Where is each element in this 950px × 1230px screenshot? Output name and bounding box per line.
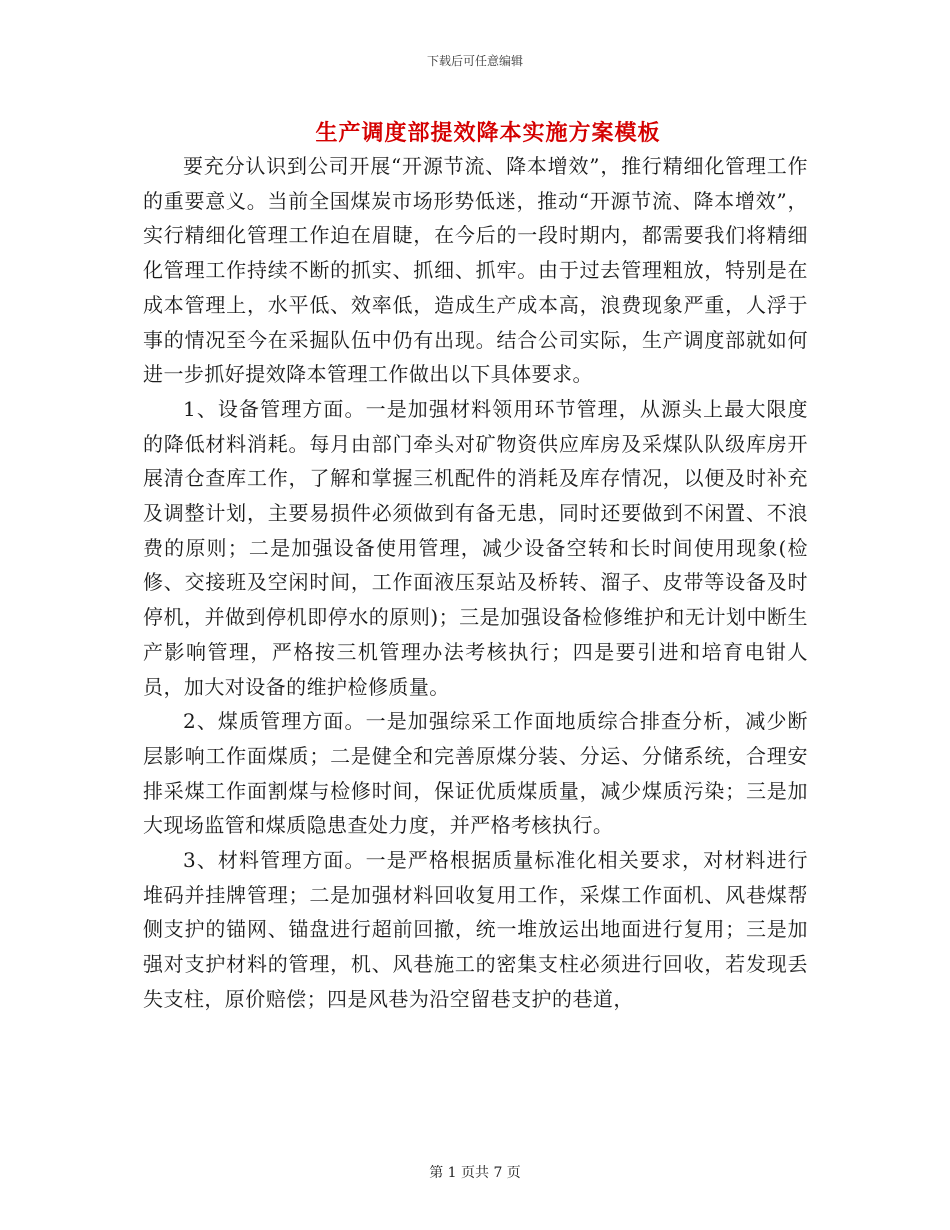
document-title: 生产调度部提效降本实施方案模板 <box>315 121 661 146</box>
paragraph-equipment: 1、设备管理方面。一是加强材料领用环节管理，从源头上最大限度的降低材料消耗。每月由部门牵头对矿物资供应库房及采煤队队级库房开展清仓查库工作，了解和掌握三机配件的消耗及库存情况，以便及时补充及调整计划，主要易损件必须做到有备无患，同时还要做到不闲置、不浪费的原则；二是加强设备使用管理，减少设备空转和长时间使用现象(检修、交接班及空闲时间，工作面液压泵站及桥转、溜子、皮带等设备及时停机，并做到停机即停水的原则)；三是加强设备检修维护和无计划中断生产影响管理，严格按三机管理办法考核执行；四是要引进和培育电钳人员，加大对设备的维护检修质量。 <box>143 396 808 699</box>
header-note: 下载后可任意编辑 <box>426 54 523 68</box>
paragraph-materials: 3、材料管理方面。一是严格根据质量标准化相关要求，对材料进行堆码并挂牌管理；二是加强材料回收复用工作，采煤工作面机、风巷煤帮侧支护的锚网、锚盘进行超前回撤，统一堆放运出地面进行复用；三是加强对支护材料的管理，机、风巷施工的密集支柱必须进行回收，若发现丢失支柱，原价赔偿；四是风巷为沿空留巷支护的巷道， <box>143 848 808 1011</box>
page-number: 第 1 页共 7 页 <box>429 1165 521 1181</box>
paragraph-intro: 要充分认识到公司开展“开源节流、降本增效”，推行精细化管理工作的重要意义。当前全国煤炭市场形势低迷，推动“开源节流、降本增效”，实行精细化管理工作迫在眉睫，在今后的一段时期内，都需要我们将精细化管理工作持续不断的抓实、抓细、抓牢。由于过去管理粗放，特别是在成本管理上，水平低、效率低，造成生产成本高，浪费现象严重，人浮于事的情况至今在采掘队伍中仍有出现。结合公司实际，生产调度部就如何进一步抓好提效降本管理工作做出以下具体要求。 <box>143 154 808 387</box>
paragraph-coal-quality: 2、煤质管理方面。一是加强综采工作面地质综合排查分析，减少断层影响工作面煤质；二是健全和完善原煤分装、分运、分储系统，合理安排采煤工作面割煤与检修时间，保证优质煤质量，减少煤质污染；三是加大现场监管和煤质隐患查处力度，并严格考核执行。 <box>143 709 808 838</box>
document-body <box>143 149 808 1017</box>
